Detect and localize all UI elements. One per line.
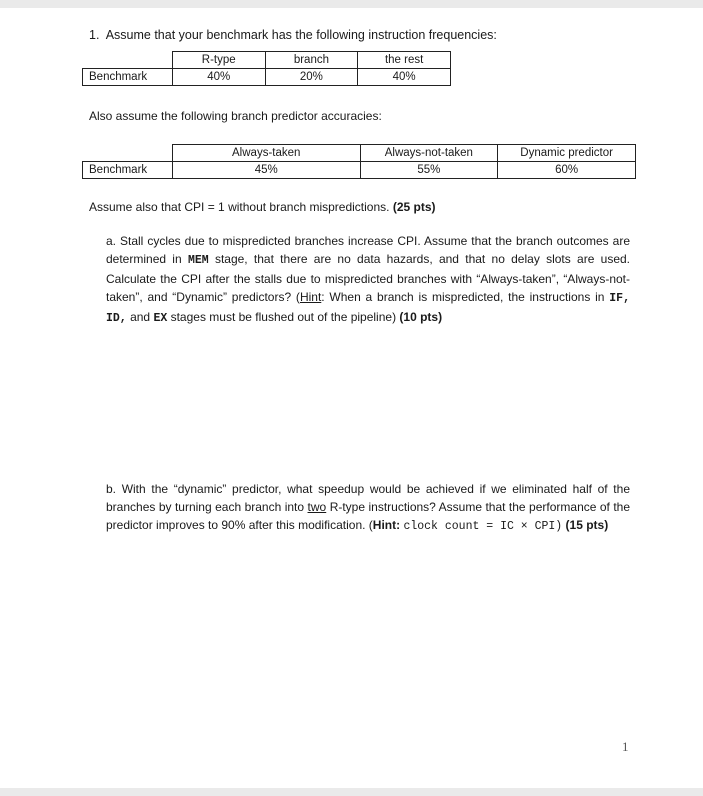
part-a-if-stage: IF, <box>609 292 630 305</box>
question-number: 1. <box>89 28 100 42</box>
frequency-header-branch: branch <box>265 52 358 69</box>
predictor-row-label: Benchmark <box>83 162 173 179</box>
question-header <box>89 28 497 42</box>
cpi-note-points: (25 pts) <box>392 200 436 214</box>
predictor-table-corner <box>83 145 173 162</box>
part-b-text-1: With the “dynamic” predictor, what speedup would be achieved if we eliminated half of the branches by turning each branch into <box>106 482 630 514</box>
document-page <box>0 8 703 788</box>
part-b-label: b. <box>106 482 117 496</box>
part-b-two: two <box>307 500 327 514</box>
part-b-hint: Hint: <box>372 518 401 532</box>
part-a-label: a. <box>106 234 117 248</box>
part-b-text-2: R-type instructions? Assume that the performance of the predictor improves to 90% after this modification. ( <box>106 500 631 532</box>
part-a-and: and <box>130 310 151 324</box>
branch-intro: Also assume the following branch predictor accuracies: <box>89 109 382 123</box>
part-a-mem-stage: MEM <box>187 254 209 267</box>
part-a-points: (10 pts) <box>399 310 443 324</box>
predictor-header-dynamic: Dynamic predictor <box>498 145 636 162</box>
predictor-value-always-taken: 45% <box>172 162 360 179</box>
cpi-note <box>89 200 436 214</box>
part-a-text-2: stage, that there are no data hazards, and that no delay slots are used. Calculate the CPI after the stalls due to mispredicted branches with “Always-taken”, “Always-not-taken”, and “Dynamic” predictors? ( <box>106 252 631 304</box>
predictor-header-always-taken: Always-taken <box>172 145 360 162</box>
part-a-text-1: Stall cycles due to mispredicted branches increase CPI. Assume that the branch outcomes are determined in <box>106 234 630 266</box>
part-b-points: (15 pts) <box>565 518 609 532</box>
cpi-note-text: Assume also that CPI = 1 without branch mispredictions. <box>89 200 390 214</box>
predictor-value-always-not-taken: 55% <box>360 162 498 179</box>
part-a <box>106 232 630 328</box>
frequency-table-corner <box>83 52 173 69</box>
predictor-table <box>82 144 636 179</box>
question-intro: Assume that your benchmark has the following instruction frequencies: <box>105 28 497 42</box>
frequency-row-label: Benchmark <box>83 69 173 86</box>
part-a-hint: Hint <box>299 290 322 304</box>
predictor-header-always-not-taken: Always-not-taken <box>360 145 498 162</box>
part-a-id-stage: ID, <box>106 312 127 325</box>
part-b-formula: clock count = IC × CPI) <box>403 520 563 533</box>
frequency-value-branch: 20% <box>265 69 358 86</box>
part-b <box>106 480 630 536</box>
frequency-table <box>82 51 451 86</box>
frequency-header-rtype: R-type <box>172 52 265 69</box>
frequency-value-rtype: 40% <box>172 69 265 86</box>
frequency-header-rest: the rest <box>358 52 451 69</box>
part-a-text-3: : When a branch is mispredicted, the instructions in <box>321 290 605 304</box>
frequency-value-rest: 40% <box>358 69 451 86</box>
predictor-value-dynamic: 60% <box>498 162 636 179</box>
page-number: 1 <box>622 739 629 754</box>
part-a-text-4: stages must be flushed out of the pipeline) <box>170 310 397 324</box>
part-a-ex-stage: EX <box>153 312 168 325</box>
